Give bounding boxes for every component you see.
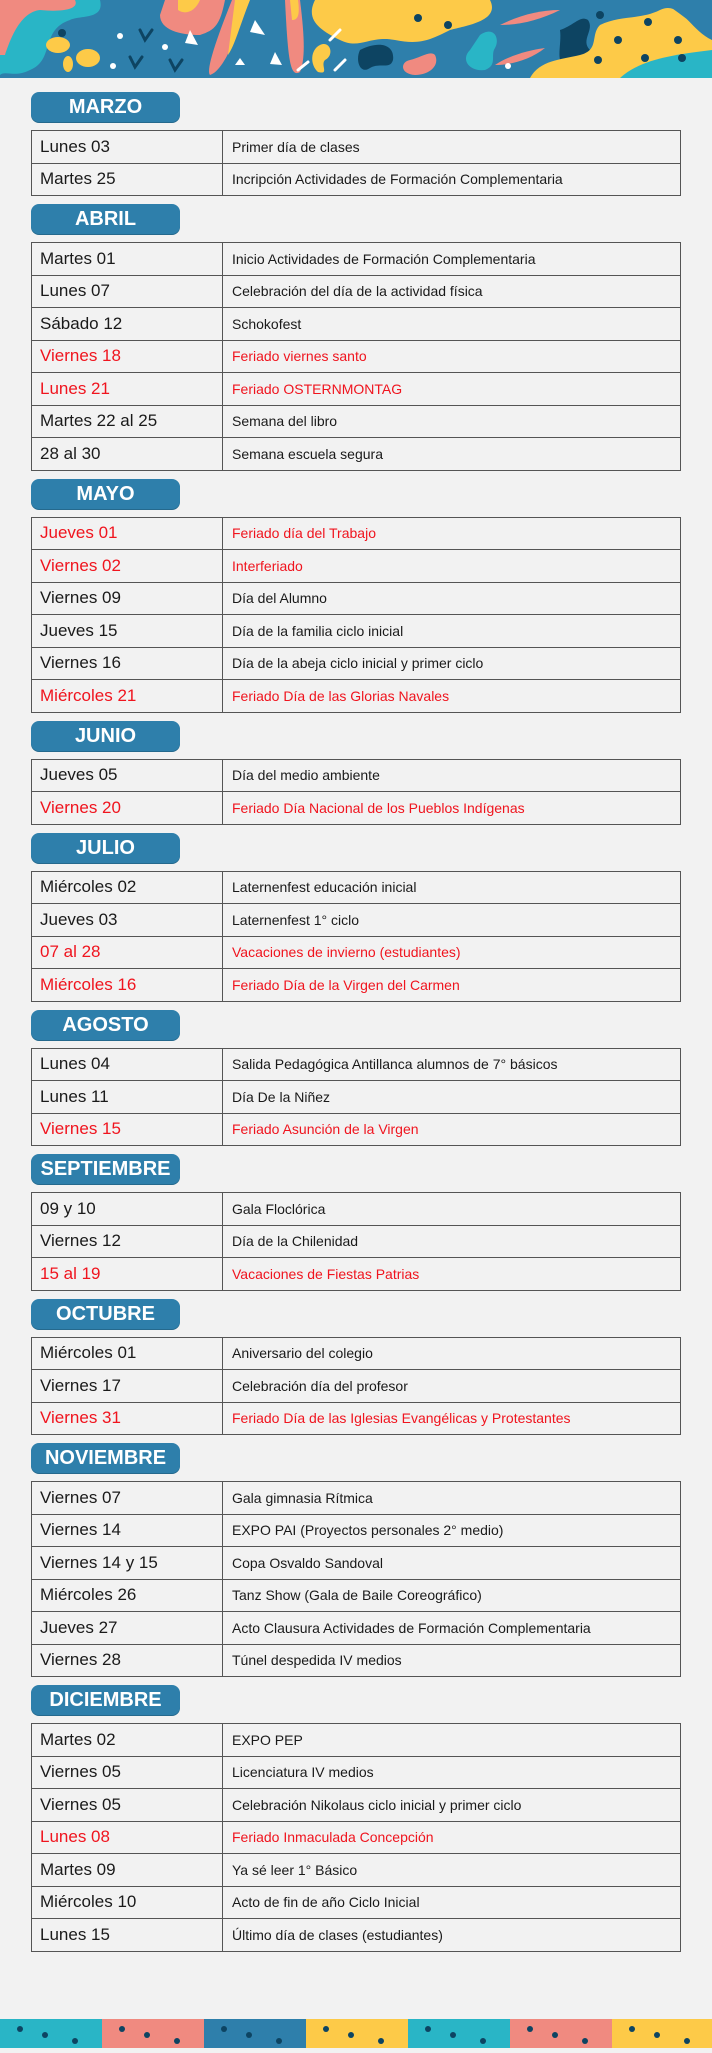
event-description: Día de la familia ciclo inicial: [223, 615, 681, 648]
month-section-marzo: [31, 92, 681, 196]
pattern-tile-icon: [102, 2019, 204, 2048]
month-header: OCTUBRE: [31, 1299, 180, 1329]
month-section-octubre: [31, 1299, 681, 1436]
events-table: [31, 1192, 681, 1291]
month-header: JULIO: [31, 833, 180, 863]
table-row: [32, 1048, 681, 1081]
table-row: [32, 1081, 681, 1114]
table-row: [32, 792, 681, 825]
event-description: Inicio Actividades de Formación Complementaria: [223, 243, 681, 276]
event-date: Sábado 12: [32, 308, 223, 341]
pattern-tile-icon: [0, 2019, 102, 2048]
table-row: [32, 243, 681, 276]
table-row: [32, 647, 681, 680]
month-header: MARZO: [31, 92, 180, 122]
table-row: [32, 1579, 681, 1612]
event-date: Lunes 07: [32, 275, 223, 308]
event-description: Día De la Niñez: [223, 1081, 681, 1114]
event-date: Viernes 31: [32, 1402, 223, 1435]
event-description: Ya sé leer 1° Básico: [223, 1854, 681, 1887]
event-date: 09 y 10: [32, 1193, 223, 1226]
event-description: Vacaciones de Fiestas Patrias: [223, 1258, 681, 1291]
event-date: Viernes 15: [32, 1113, 223, 1146]
month-section-junio: [31, 721, 681, 825]
event-description: Feriado Día Nacional de los Pueblos Indígenas: [223, 792, 681, 825]
event-description: Celebración Nikolaus ciclo inicial y primer ciclo: [223, 1789, 681, 1822]
event-date: Jueves 03: [32, 904, 223, 937]
decorative-footer: [0, 2019, 712, 2048]
month-header: MAYO: [31, 479, 180, 509]
event-date: Martes 09: [32, 1854, 223, 1887]
event-date: 28 al 30: [32, 438, 223, 471]
event-date: Lunes 11: [32, 1081, 223, 1114]
event-description: Copa Osvaldo Sandoval: [223, 1547, 681, 1580]
event-description: Feriado Día de las Glorias Navales: [223, 680, 681, 713]
event-date: Viernes 16: [32, 647, 223, 680]
table-row: [32, 680, 681, 713]
event-date: Viernes 28: [32, 1644, 223, 1677]
event-description: Primer día de clases: [223, 131, 681, 164]
event-description: EXPO PEP: [223, 1724, 681, 1757]
event-date: Viernes 05: [32, 1756, 223, 1789]
table-row: [32, 904, 681, 937]
pattern-tile-icon: [510, 2019, 612, 2048]
table-row: [32, 1113, 681, 1146]
events-table: [31, 517, 681, 713]
pattern-tile-icon: [612, 2019, 712, 2048]
event-date: Viernes 14 y 15: [32, 1547, 223, 1580]
calendar: [31, 92, 681, 1960]
event-description: Día de la abeja ciclo inicial y primer ciclo: [223, 647, 681, 680]
event-date: Martes 02: [32, 1724, 223, 1757]
table-row: [32, 1225, 681, 1258]
event-date: Viernes 18: [32, 340, 223, 373]
events-table: [31, 1723, 681, 1952]
table-row: [32, 308, 681, 341]
event-date: 15 al 19: [32, 1258, 223, 1291]
pattern-tile-icon: [408, 2019, 510, 2048]
months-list: [31, 92, 681, 1952]
month-header: SEPTIEMBRE: [31, 1154, 180, 1184]
table-row: [32, 1886, 681, 1919]
table-row: [32, 1337, 681, 1370]
table-row: [32, 615, 681, 648]
pattern-tile-icon: [306, 2019, 408, 2048]
event-date: Viernes 14: [32, 1514, 223, 1547]
table-row: [32, 163, 681, 196]
table-row: [32, 1724, 681, 1757]
event-date: 07 al 28: [32, 936, 223, 969]
month-header: AGOSTO: [31, 1010, 180, 1040]
table-row: [32, 759, 681, 792]
events-table: [31, 871, 681, 1002]
event-description: Feriado Día de la Virgen del Carmen: [223, 969, 681, 1002]
month-section-abril: [31, 204, 681, 471]
events-table: [31, 1048, 681, 1147]
event-description: Incripción Actividades de Formación Complementaria: [223, 163, 681, 196]
month-header: ABRIL: [31, 204, 180, 234]
event-date: Viernes 09: [32, 582, 223, 615]
table-row: [32, 1612, 681, 1645]
event-date: Viernes 20: [32, 792, 223, 825]
event-description: Licenciatura IV medios: [223, 1756, 681, 1789]
event-description: Feriado Día de las Iglesias Evangélicas y Protestantes: [223, 1402, 681, 1435]
event-description: Feriado Asunción de la Virgen: [223, 1113, 681, 1146]
event-description: Laternenfest educación inicial: [223, 871, 681, 904]
event-date: Viernes 12: [32, 1225, 223, 1258]
table-row: [32, 1258, 681, 1291]
event-description: Celebración día del profesor: [223, 1370, 681, 1403]
table-row: [32, 131, 681, 164]
event-description: Túnel despedida IV medios: [223, 1644, 681, 1677]
event-description: Día de la Chilenidad: [223, 1225, 681, 1258]
event-description: Aniversario del colegio: [223, 1337, 681, 1370]
table-row: [32, 275, 681, 308]
event-date: Miércoles 26: [32, 1579, 223, 1612]
table-row: [32, 1919, 681, 1952]
month-section-noviembre: [31, 1443, 681, 1677]
decorative-banner: [0, 0, 712, 78]
event-description: Feriado Inmaculada Concepción: [223, 1821, 681, 1854]
month-section-agosto: [31, 1010, 681, 1147]
event-description: Vacaciones de invierno (estudiantes): [223, 936, 681, 969]
event-description: Feriado día del Trabajo: [223, 517, 681, 550]
table-row: [32, 1821, 681, 1854]
event-description: Gala Floclórica: [223, 1193, 681, 1226]
event-date: Lunes 15: [32, 1919, 223, 1952]
event-description: Día del Alumno: [223, 582, 681, 615]
event-date: Martes 22 al 25: [32, 405, 223, 438]
event-description: Día del medio ambiente: [223, 759, 681, 792]
event-description: Semana escuela segura: [223, 438, 681, 471]
event-description: Schokofest: [223, 308, 681, 341]
event-description: EXPO PAI (Proyectos personales 2° medio): [223, 1514, 681, 1547]
event-date: Miércoles 21: [32, 680, 223, 713]
table-row: [32, 1644, 681, 1677]
event-date: Miércoles 01: [32, 1337, 223, 1370]
event-description: Salida Pedagógica Antillanca alumnos de 7° básicos: [223, 1048, 681, 1081]
table-row: [32, 936, 681, 969]
event-description: Feriado viernes santo: [223, 340, 681, 373]
event-date: Miércoles 10: [32, 1886, 223, 1919]
event-description: Acto Clausura Actividades de Formación Complementaria: [223, 1612, 681, 1645]
event-date: Miércoles 16: [32, 969, 223, 1002]
table-row: [32, 550, 681, 583]
event-description: Gala gimnasia Rítmica: [223, 1482, 681, 1515]
events-table: [31, 759, 681, 825]
table-row: [32, 405, 681, 438]
month-header: DICIEMBRE: [31, 1685, 180, 1715]
event-date: Viernes 05: [32, 1789, 223, 1822]
events-table: [31, 1481, 681, 1677]
table-row: [32, 871, 681, 904]
event-description: Tanz Show (Gala de Baile Coreográfico): [223, 1579, 681, 1612]
events-table: [31, 130, 681, 196]
event-date: Jueves 15: [32, 615, 223, 648]
event-description: Semana del libro: [223, 405, 681, 438]
event-date: Jueves 05: [32, 759, 223, 792]
event-date: Viernes 17: [32, 1370, 223, 1403]
table-row: [32, 1402, 681, 1435]
table-row: [32, 340, 681, 373]
events-table: [31, 1337, 681, 1436]
event-description: Último día de clases (estudiantes): [223, 1919, 681, 1952]
event-date: Viernes 02: [32, 550, 223, 583]
table-row: [32, 1756, 681, 1789]
table-row: [32, 438, 681, 471]
event-date: Viernes 07: [32, 1482, 223, 1515]
month-section-mayo: [31, 479, 681, 713]
table-row: [32, 1482, 681, 1515]
table-row: [32, 969, 681, 1002]
table-row: [32, 373, 681, 406]
event-date: Martes 25: [32, 163, 223, 196]
event-description: Celebración del día de la actividad física: [223, 275, 681, 308]
month-section-julio: [31, 833, 681, 1002]
event-description: Laternenfest 1° ciclo: [223, 904, 681, 937]
month-section-diciembre: [31, 1685, 681, 1952]
table-row: [32, 582, 681, 615]
event-description: Interferiado: [223, 550, 681, 583]
event-date: Martes 01: [32, 243, 223, 276]
table-row: [32, 1193, 681, 1226]
table-row: [32, 1547, 681, 1580]
month-section-septiembre: [31, 1154, 681, 1291]
table-row: [32, 1789, 681, 1822]
table-row: [32, 517, 681, 550]
events-table: [31, 242, 681, 471]
event-date: Lunes 04: [32, 1048, 223, 1081]
event-date: Lunes 21: [32, 373, 223, 406]
event-description: Acto de fin de año Ciclo Inicial: [223, 1886, 681, 1919]
event-date: Miércoles 02: [32, 871, 223, 904]
table-row: [32, 1370, 681, 1403]
event-date: Lunes 08: [32, 1821, 223, 1854]
event-date: Lunes 03: [32, 131, 223, 164]
event-date: Jueves 27: [32, 1612, 223, 1645]
table-row: [32, 1854, 681, 1887]
event-date: Jueves 01: [32, 517, 223, 550]
table-row: [32, 1514, 681, 1547]
pattern-tile-icon: [204, 2019, 306, 2048]
month-header: JUNIO: [31, 721, 180, 751]
event-description: Feriado OSTERNMONTAG: [223, 373, 681, 406]
abstract-shapes-icon: [0, 0, 712, 78]
month-header: NOVIEMBRE: [31, 1443, 180, 1473]
